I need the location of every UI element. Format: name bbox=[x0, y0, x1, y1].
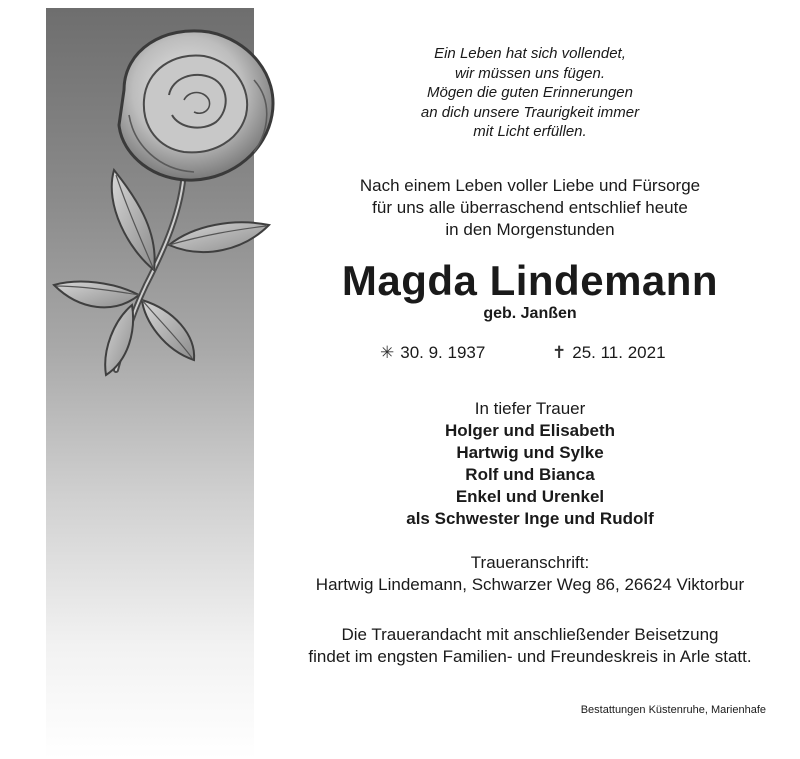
intro-line: für uns alle überraschend entschlief heute bbox=[372, 198, 688, 217]
mourner-family: Hartwig und Sylke bbox=[456, 443, 604, 462]
condolence-address bbox=[280, 552, 780, 596]
intro-line: in den Morgenstunden bbox=[445, 220, 615, 239]
intro-text bbox=[280, 175, 780, 241]
mourners bbox=[280, 398, 780, 530]
mourner-family: Holger und Elisabeth bbox=[444, 421, 616, 440]
death-cross-icon: ✝ bbox=[552, 343, 567, 362]
ceremony-line: findet im engsten Familien- und Freundeskreis in Arle statt. bbox=[308, 647, 752, 666]
birth-date-group bbox=[380, 343, 485, 363]
mourner-family: Rolf und Bianca bbox=[465, 465, 595, 484]
birth-star-icon: ✳ bbox=[380, 343, 395, 362]
poem-line: mit Licht erfüllen. bbox=[473, 123, 587, 140]
poem-line: wir müssen uns fügen. bbox=[454, 64, 606, 82]
ceremony-info bbox=[260, 624, 800, 668]
rose-icon bbox=[34, 20, 284, 380]
birth-name: geb. Janßen bbox=[483, 305, 577, 322]
mourner-family: Enkel und Urenkel bbox=[455, 487, 605, 506]
deceased-name: Magda Lindemann bbox=[341, 257, 719, 304]
death-date-group bbox=[552, 343, 666, 363]
intro-line: Nach einem Leben voller Liebe und Fürsorge bbox=[359, 176, 701, 195]
life-dates bbox=[280, 343, 780, 367]
funeral-home: Bestattungen Küstenruhe, Marienhafe bbox=[580, 704, 766, 716]
birth-date: 30. 9. 1937 bbox=[400, 343, 486, 362]
poem-line: Mögen die guten Erinnerungen bbox=[427, 84, 633, 101]
mourners-heading: In tiefer Trauer bbox=[474, 399, 586, 418]
poem-line: an dich unsere Traurigkeit immer bbox=[420, 103, 640, 121]
ceremony-line: Die Trauerandacht mit anschließender Beisetzung bbox=[341, 625, 719, 644]
address-label: Traueranschrift: bbox=[470, 553, 590, 572]
mourner-family: als Schwester Inge und Rudolf bbox=[406, 509, 654, 528]
death-date: 25. 11. 2021 bbox=[572, 343, 666, 362]
poem-line: Ein Leben hat sich vollendet, bbox=[434, 45, 626, 62]
address-value: Hartwig Lindemann, Schwarzer Weg 86, 26624 Viktorbur bbox=[315, 575, 745, 594]
obituary-text bbox=[280, 0, 780, 759]
poem bbox=[280, 44, 780, 142]
